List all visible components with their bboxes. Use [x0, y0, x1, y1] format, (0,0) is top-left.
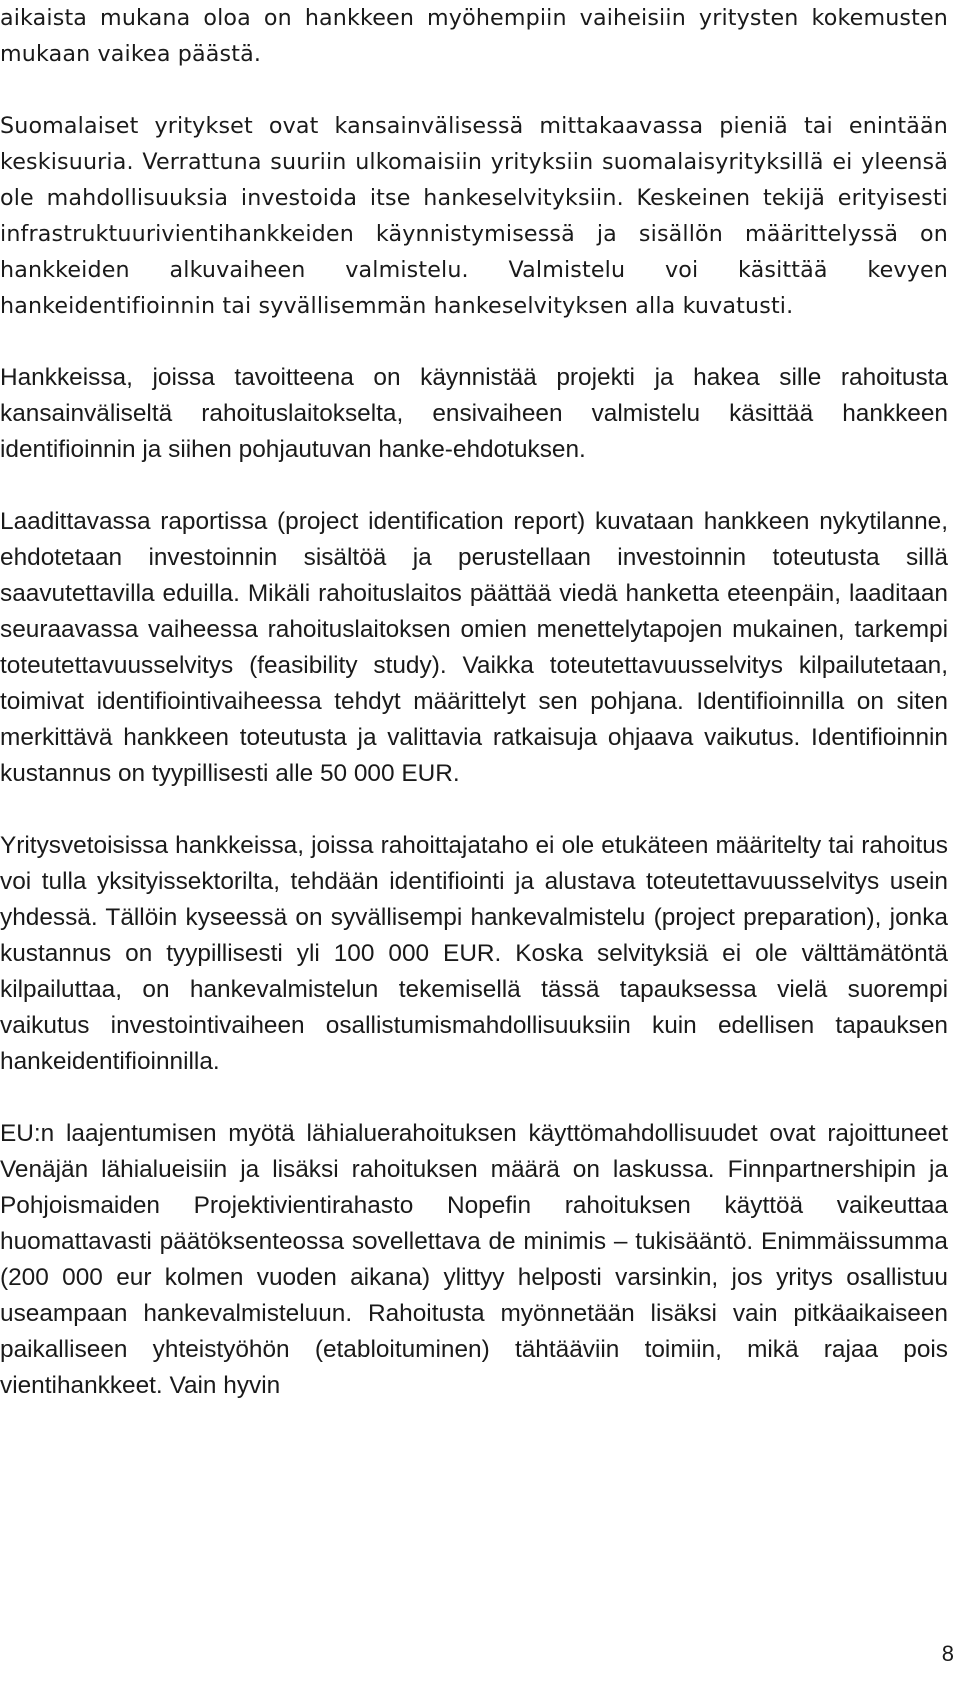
- paragraph-6: EU:n laajentumisen myötä lähialuerahoituksen käyttömahdollisuudet ovat rajoittuneet Venäjän lähialueisiin ja lisäksi rahoituksen määrä on laskussa. Finnpartnershipin ja Pohjoismaiden Projektivientirahasto Nopefin rahoituksen käyttöä vaikeuttaa huomattavasti päätöksenteossa sovellettava de minimis – tukisääntö. Enimmäissumma (200 000 eur kolmen vuoden aikana) ylittyy helposti varsinkin, jos yritys osallistuu useampaan hankevalmisteluun. Rahoitusta myönnetään lisäksi vain pitkäaikaiseen paikalliseen yhteistyöhön (etabloituminen) tähtääviin toimiin, mikä rajaa pois vientihankkeet. Vain hyvin: [0, 1120, 948, 1399]
- paragraph-3: Hankkeissa, joissa tavoitteena on käynnistää projekti ja hakea sille rahoitusta kansainväliseltä rahoituslaitokselta, ensivaiheen valmistelu käsittää hankkeen identifioinnin ja siihen pohjautuvan hanke-ehdotuksen.: [0, 364, 948, 463]
- paragraph-2: Suomalaiset yritykset ovat kansainvälisessä mittakaavassa pieniä tai enintään keskisuuria. Verrattuna suuriin ulkomaisiin yrityksiin suomalaisyrityksillä ei yleensä ole mahdollisuuksia investoida itse hankeselvityksiin. Keskeinen tekijä erityisesti infrastruktuurivientihankkeiden käynnistymisessä ja sisällön määrittelyssä on hankkeiden alkuvaiheen valmistelu. Valmistelu voi käsittää kevyen hankeidentifioinnin tai syvällisemmän hankeselvityksen alla kuvatusti.: [0, 113, 948, 319]
- page-number: 8: [941, 1641, 954, 1666]
- paragraph-1: aikaista mukana oloa on hankkeen myöhempiin vaiheisiin yritysten kokemusten mukaan vaikea päästä.: [0, 5, 948, 67]
- paragraph-5: Yritysvetoisissa hankkeissa, joissa rahoittajataho ei ole etukäteen määritelty tai rahoitus voi tulla yksityissektorilta, tehdään identifiointi ja alustava toteutettavuusselvitys usein yhdessä. Tällöin kyseessä on syvällisempi hankevalmistelu (project preparation), jonka kustannus on tyypillisesti yli 100 000 EUR. Koska selvityksiä ei ole välttämätöntä kilpailuttaa, on hankevalmistelun tekemisellä tässä tapauksessa vielä suorempi vaikutus investointivaiheen osallistumismahdollisuuksiin kuin edellisen tapauksen hankeidentifioinnilla.: [0, 832, 948, 1075]
- paragraph-4: Laadittavassa raportissa (project identification report) kuvataan hankkeen nykytilanne, ehdotetaan investoinnin sisältöä ja perustellaan investoinnin toteutusta sillä saavutettavilla eduilla. Mikäli rahoituslaitos päättää viedä hanketta eteenpäin, laaditaan seuraavassa vaiheessa rahoituslaitoksen omien menettelytapojen mukainen, tarkempi toteutettavuusselvitys (feasibility study). Vaikka toteutettavuusselvitys kilpailutetaan, toimivat identifiointivaiheessa tehdyt määrittelyt sen pohjana. Identifioinnilla on siten merkittävä hankkeen toteutusta ja valittavia ratkaisuja ohjaava vaikutus. Identifioinnin kustannus on tyypillisesti alle 50 000 EUR.: [0, 508, 948, 787]
